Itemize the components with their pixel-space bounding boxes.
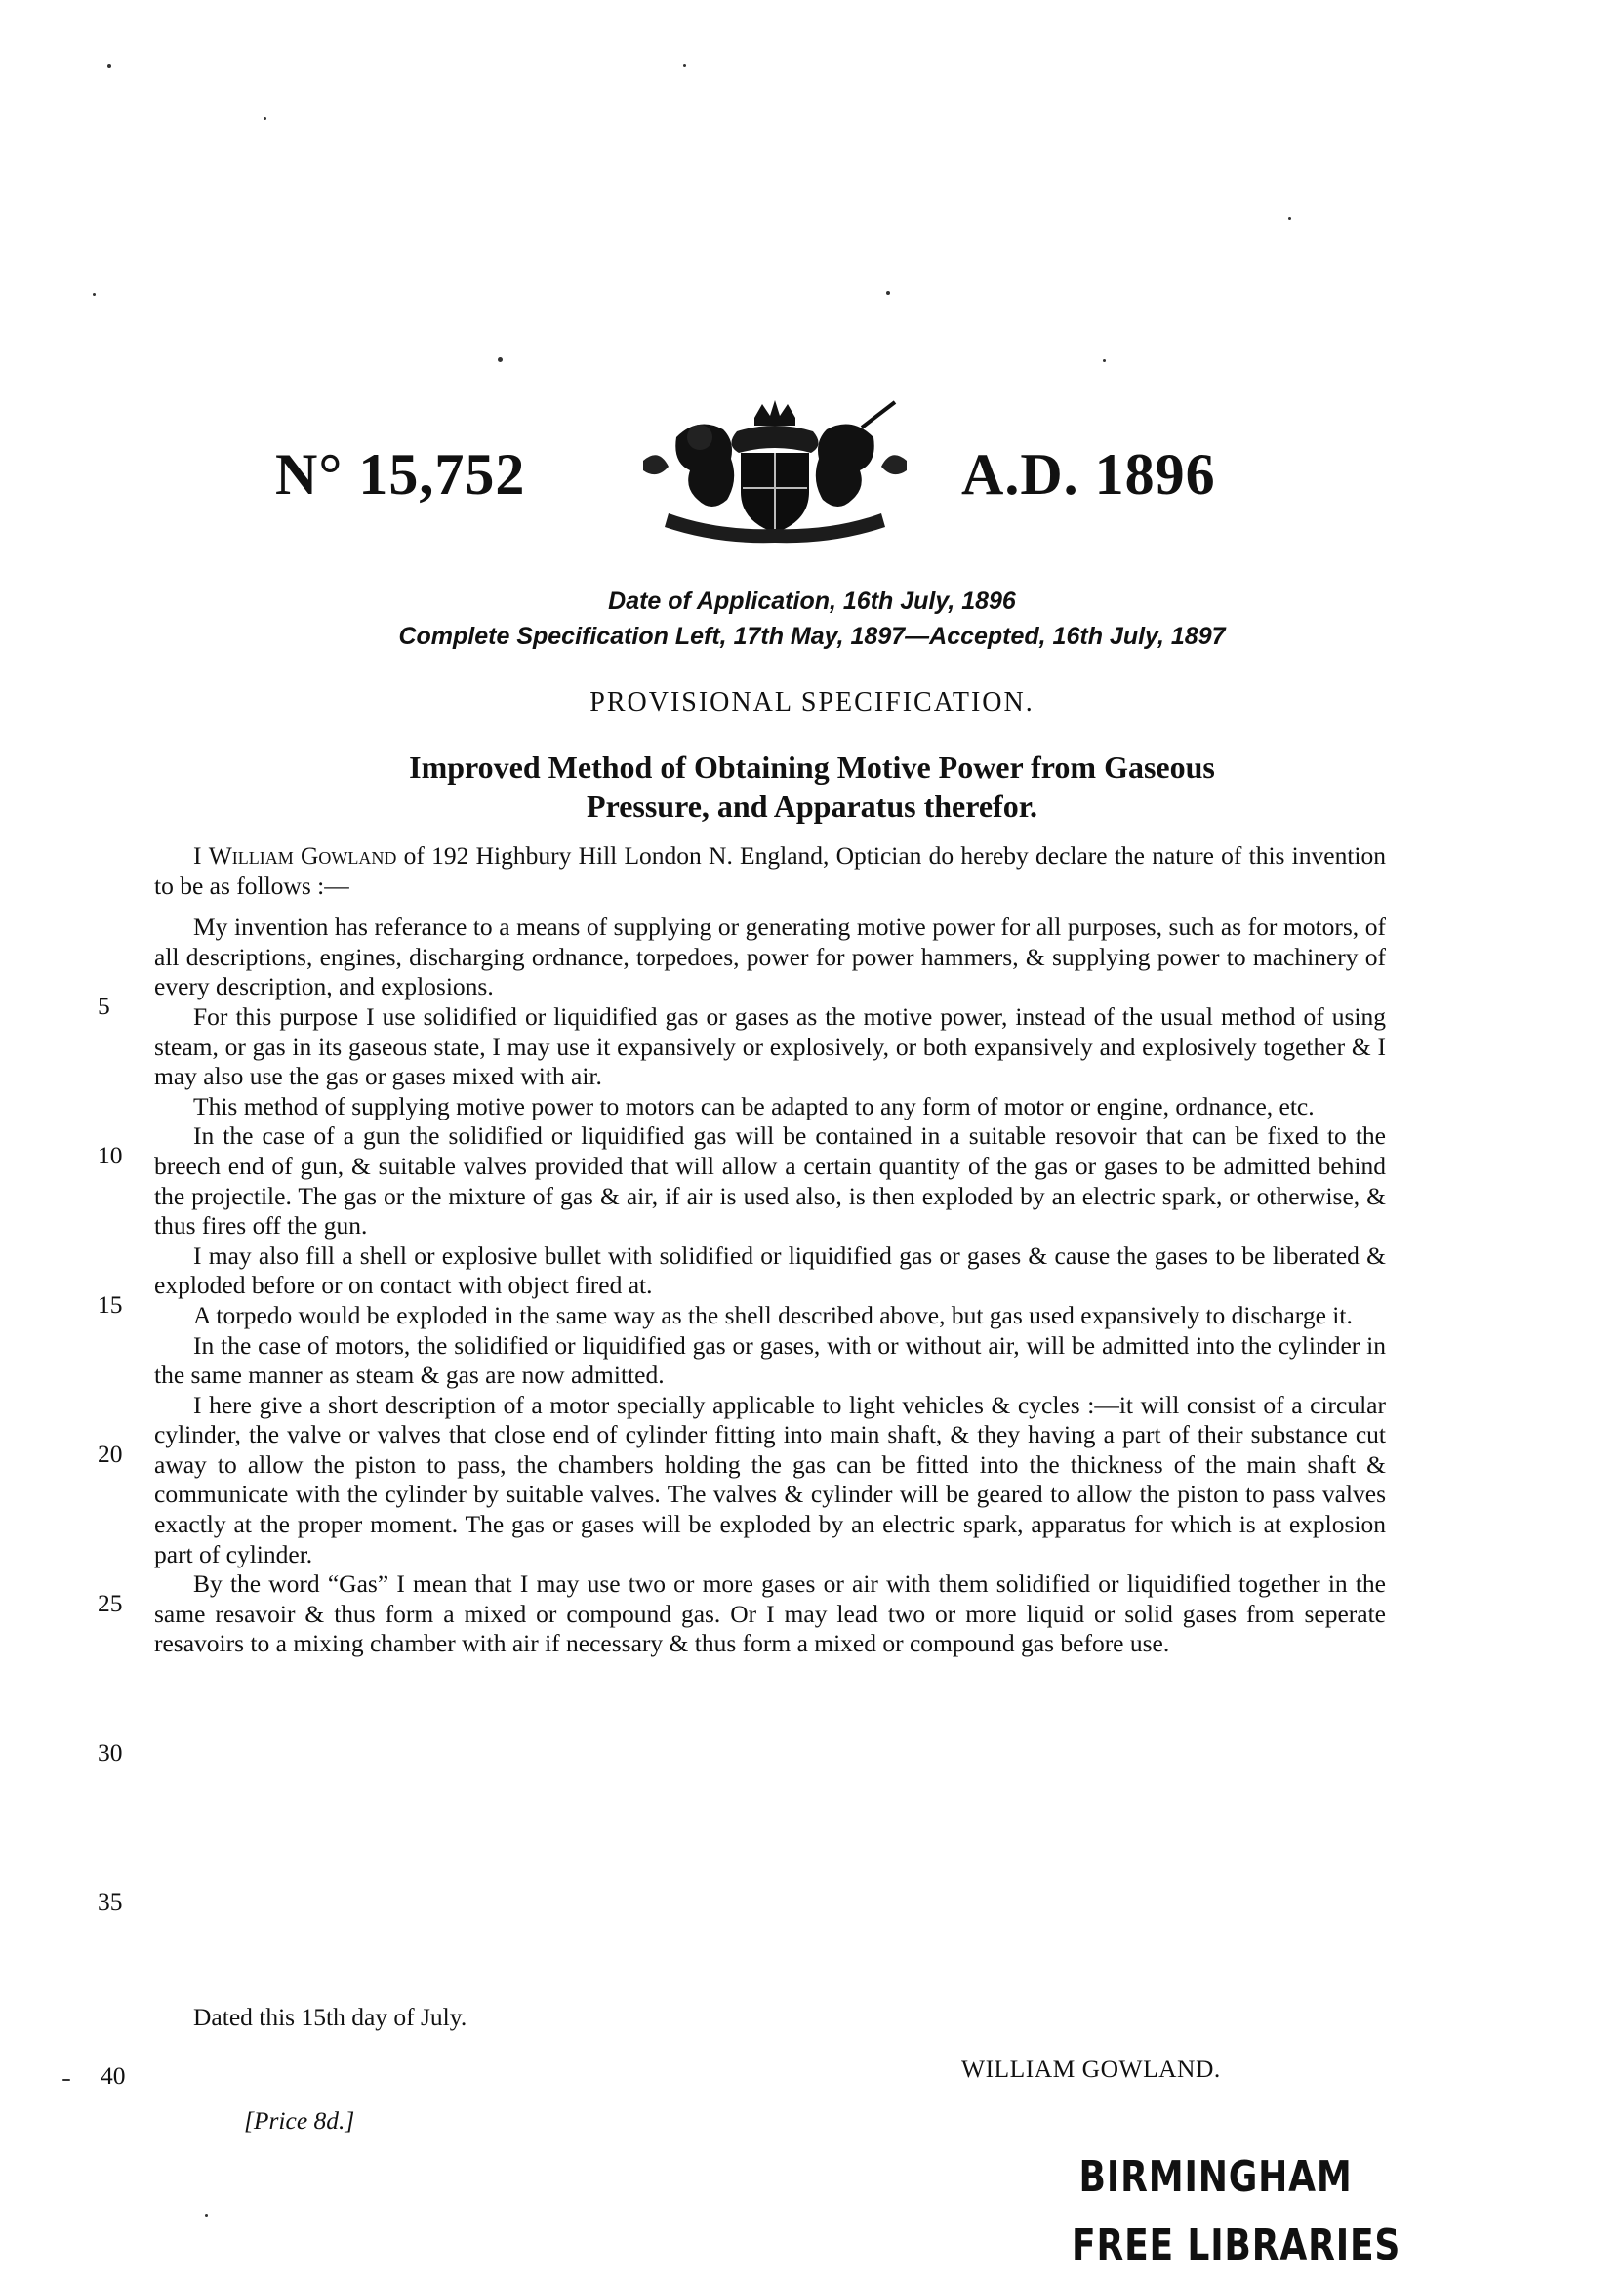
signature: WILLIAM GOWLAND. <box>961 2055 1221 2083</box>
specification-body <box>154 841 1386 1659</box>
scan-speck <box>62 2079 70 2081</box>
body-paragraph: In the case of a gun the solidified or liquidified gas will be contained in a suitable resovoir that can be fixed to the breech end of gun, & suitable valves provided that will allow a certain quantity of the gas or gases to be admitted behind the projectile. The gas or the mixture of gas & air, if air is used also, is then exploded by an electric spark, or otherwise, & thus fires off the gun. <box>154 1121 1386 1241</box>
patent-title <box>0 748 1624 826</box>
scan-speck <box>498 357 503 362</box>
patent-year: A.D. 1896 <box>961 442 1216 507</box>
line-number: 25 <box>98 1589 123 1617</box>
scan-speck <box>107 64 111 68</box>
library-stamp <box>1072 2143 1401 2280</box>
body-paragraph: I may also fill a shell or explosive bullet with solidified or liquidified gas or gases & cause the gases to be liberated & exploded before or on contact with object fired at. <box>154 1241 1386 1300</box>
title-line-1: Improved Method of Obtaining Motive Power from Gaseous <box>409 750 1215 785</box>
intro-text: of 192 Highbury Hill London N. England, Optician do hereby declare the nature of this invention to be as follows :— <box>154 841 1387 900</box>
line-number: 10 <box>98 1141 123 1169</box>
specification-type: PROVISIONAL SPECIFICATION. <box>589 687 1035 717</box>
line-number: 35 <box>98 1888 123 1916</box>
line-number: 30 <box>98 1738 123 1767</box>
line-number-40: 40 <box>101 2061 126 2090</box>
patent-number: N° 15,752 <box>275 442 526 507</box>
scan-speck <box>1288 217 1291 220</box>
body-paragraph: For this purpose I use solidified or liquidified gas or gases as the motive power, instead of the usual method of using steam, or gas in its gaseous state, I may use it expansively or explosively, or both expansively and explosively together & I may also use the gas or gases mixed with air. <box>154 1001 1386 1091</box>
stamp-line-2: FREE LIBRARIES <box>1072 2220 1401 2270</box>
intro-paragraph: I William Gowland of 192 Highbury Hill London N. England, Optician do hereby declare the nature of this invention to be as follows :— <box>154 841 1387 900</box>
stamp-line-1: BIRMINGHAM <box>1078 2152 1353 2202</box>
body-paragraph: My invention has referance to a means of supplying or generating motive power for all purposes, such as for motors, of all descriptions, engines, discharging ordnance, torpedoes, power for power hammers, & supplying power to machinery of every description, and explosions. <box>154 913 1386 1001</box>
body-paragraph: A torpedo would be exploded in the same way as the shell described above, but gas used expansively to discharge it. <box>193 1300 1353 1329</box>
price-note: [Price 8d.] <box>244 2106 355 2135</box>
application-dates <box>0 584 1624 654</box>
scan-speck <box>93 293 96 296</box>
scan-speck <box>205 2214 208 2217</box>
body-paragraph: In the case of motors, the solidified or liquidified gas or gases, with or without air, will be admitted into the cylinder in the same manner as steam & gas are now admitted. <box>154 1330 1386 1390</box>
date-of-application: Date of Application, 16th July, 1896 <box>608 588 1016 615</box>
body-paragraph: By the word “Gas” I mean that I may use two or more gases or air with them solidified or liquidified together in the same resavoir & thus form a mixed or compound gas. Or I may lead two or more liquid or solid gases from seperate resavoirs to a mixing chamber with air if necessary & thus form a mixed or compound gas before use. <box>154 1569 1386 1658</box>
complete-specification-date: Complete Specification Left, 17th May, 1897—Accepted, 16th July, 1897 <box>398 623 1226 650</box>
scan-speck <box>264 117 266 120</box>
line-number: 20 <box>98 1440 123 1468</box>
line-number: 5 <box>98 992 110 1020</box>
inventor-name: William Gowland <box>208 841 397 870</box>
line-number: 15 <box>98 1290 123 1319</box>
body-paragraph: This method of supplying motive power to motors can be adapted to any form of motor or engine, ordnance, etc. <box>193 1091 1315 1120</box>
scan-speck <box>886 291 890 295</box>
royal-coat-of-arms-icon <box>629 398 920 545</box>
scan-speck <box>683 64 686 67</box>
body-paragraph: I here give a short description of a motor specially applicable to light vehicles & cycles :—it will consist of a circular cylinder, the valve or valves that close end of cylinder fitting into main shaft, & they having a part of their substance cut away to allow the piston to pass, the chambers holding the gas can be fitted into the thickness of the main shaft & communicate with the cylinder by suitable valves. The valves & cylinder will be geared to allow the piston to pass valves exactly at the proper moment. The gas or gases will be exploded by an electric spark, apparatus for which is at explosion part of cylinder. <box>154 1390 1386 1568</box>
scan-speck <box>1103 359 1106 362</box>
dated-line: Dated this 15th day of July. <box>193 2003 467 2031</box>
title-line-2: Pressure, and Apparatus therefor. <box>587 789 1037 824</box>
